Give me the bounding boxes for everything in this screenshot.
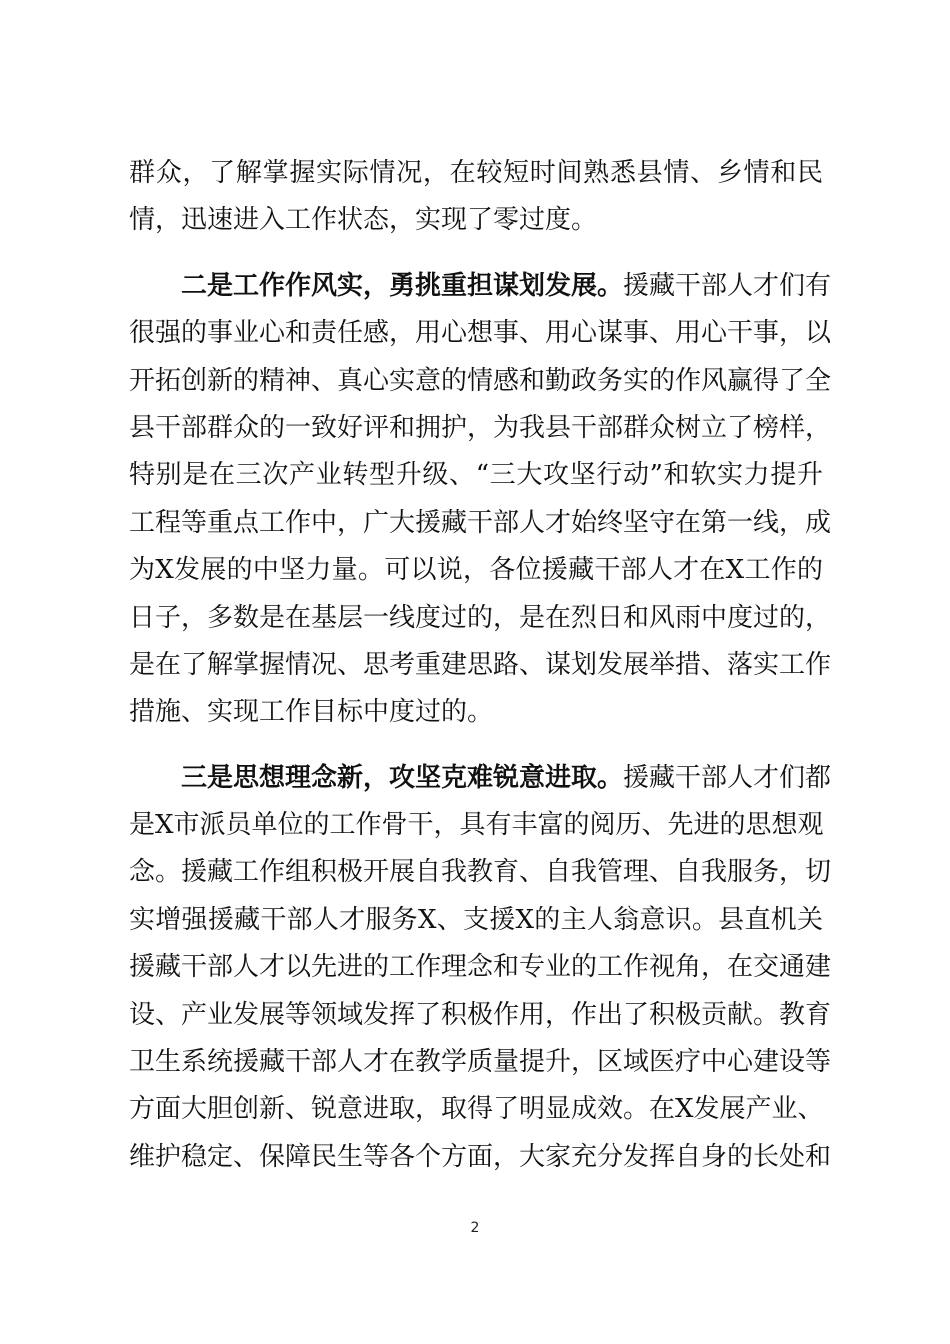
text-line: 工程等重点工作中，广大援藏干部人才始终坚守在第一线，成 xyxy=(129,507,832,538)
document-body xyxy=(129,150,832,1181)
paragraph-2 xyxy=(129,263,832,737)
text-line: 为X发展的中坚力量。可以说，各位援藏干部人才在X工作的 xyxy=(129,555,823,586)
paragraph-heading: 三是思想理念新，攻坚克难锐意进取。 xyxy=(181,762,624,793)
text-line: 援藏干部人才以先进的工作理念和专业的工作视角，在交通建 xyxy=(129,952,832,983)
paragraph-1 xyxy=(129,150,823,245)
text-line: 特别是在三次产业转型升级、“三大攻坚行动”和软实力提升 xyxy=(129,460,823,491)
text-line: 维护稳定、保障民生等各个方面，大家充分发挥自身的长处和 xyxy=(129,1141,832,1172)
paragraph-first-line xyxy=(129,755,832,802)
text-line: 实增强援藏干部人才服务X、支援X的主人翁意识。县直机关 xyxy=(129,904,823,935)
paragraph-heading-rest: 援藏干部人才们都 xyxy=(623,762,832,793)
text-line: 卫生系统援藏干部人才在教学质量提升，区域医疗中心建设等 xyxy=(129,1047,832,1078)
paragraph-first-line xyxy=(129,263,832,310)
text-line: 方面大胆创新、锐意进取，取得了明显成效。在X发展产业、 xyxy=(129,1094,824,1125)
text-line: 县干部群众的一致好评和拥护，为我县干部群众树立了榜样， xyxy=(129,412,832,443)
text-line: 措施、实现工作目标中度过的。 xyxy=(129,697,494,728)
text-line: 情，迅速进入工作状态，实现了零过度。 xyxy=(129,205,598,236)
paragraph-heading: 二是工作作风实，勇挑重担谋划发展。 xyxy=(181,270,624,301)
text-line: 很强的事业心和责任感，用心想事、用心谋事、用心干事，以 xyxy=(129,318,832,349)
text-line: 日子，多数是在基层一线度过的，是在烈日和风雨中度过的， xyxy=(129,602,832,633)
paragraph-3 xyxy=(129,755,832,1182)
paragraph-heading-rest: 援藏干部人才们有 xyxy=(623,270,832,301)
text-line: 设、产业发展等领域发挥了积极作用，作出了积极贡献。教育 xyxy=(129,999,832,1030)
text-line: 群众，了解掌握实际情况，在较短时间熟悉县情、乡情和民 xyxy=(129,158,823,188)
text-line: 念。援藏工作组积极开展自我教育、自我管理、自我服务，切 xyxy=(129,857,832,888)
text-line: 是在了解掌握情况、思考重建思路、谋划发展举措、落实工作 xyxy=(129,649,832,680)
page-number: 2 xyxy=(470,1220,480,1236)
text-line: 开拓创新的精神、真心实意的情感和勤政务实的作风赢得了全 xyxy=(129,365,832,396)
text-line: 是X市派员单位的工作骨干，具有丰富的阅历、先进的思想观 xyxy=(129,810,824,841)
